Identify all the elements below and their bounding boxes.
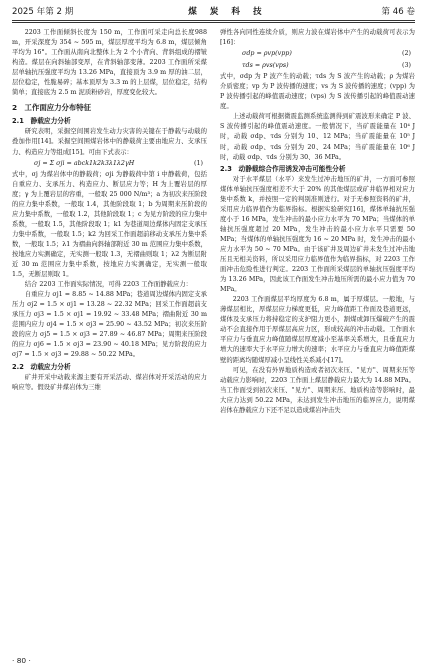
equation-text: σdp = ρvp(vpp) — [242, 50, 292, 58]
equation-3 — [220, 60, 415, 72]
equation-number: (2) — [402, 50, 411, 58]
equation-2 — [220, 48, 415, 60]
equation-number: (1) — [194, 159, 203, 167]
paragraph: 式中，σdp 为 P 波产生的动载；τds 为 S 波产生的动载；ρ 为煤岩介质密度；vp 为 P 波传播的速度；vs 为 S 波传播的速度；(vpp) 为 P 波传播引起的峰值震动速度；(vps) 为 S 波传播引起的峰值震动速度。 — [220, 73, 415, 111]
subsection-heading-dynamic-load: 2.2 动载应力分析 — [12, 362, 71, 371]
paragraph-intro: 2203 工作面倾斜长度为 150 m，工作面可采走向总长度988 m，开采深度为 354 ~ 595 m，煤层厚度平均为 6.8 m，煤层倾角平均为 16°。工作面从南向北整体上为 2 个小背向、背斜组成的褶皱构造。煤层在向斜轴部变厚，在背斜轴部变薄。2203 工作面所采煤层单轴抗压强度平均为 13.26 MPa，直接顶为 3.9 m 厚的油二层，层位稳定，性脆易碎；基本顶厚为 3.3 m 的上层煤，层位稳定，结构简单；直接底为 2.5 m 泥质粉砂岩，厚度变化较大。 — [12, 29, 207, 97]
equation-text: σj = Σ σji = abck1k2k3λ1λ2γH — [34, 159, 135, 167]
paragraph: 式中，σj 为煤岩体中的静载荷；σji 为静载荷中第 i 中静载荷，包括自重应力、支承压力、构造应力、断层应力等；H 为上覆岩层的厚度；γ 为上覆岩层的容重，一般取 25 000 N/m³；a 为初次来压阶段的应力集中系数，一般取 1.4，其他阶段取 1；b 为周期来压阶段的应力集中系数，一般取 1.2，其他阶段取 1；c 为见方阶段的应力集中系数，一般取 1.5，其他阶段取 1；k1 为巷道周边煤体内固定支承压力集中系数，一般取 1.5；k2 为回采工作面超前移动支承压力集中系数，一般取 1.5；λ1 为褶曲向斜轴部附近 30 m 范围应力集中系数，按地应力实测确定，无实测一般取 1.3，无褶曲则取 1；λ2 为断层附近 30 m 范围应力集中系数，按地应力实测确定，无实测一般取 1.5，无断层则取 1。 — [12, 170, 207, 279]
section-heading: 2 工作面应力分布特征 — [12, 103, 92, 113]
volume-label: 第 46 卷 — [381, 7, 415, 17]
paragraph: 研究表明，采掘空间围岩发生动力灾害的关键在于静载与动载的叠加作用[14]。采掘空间围煤岩体中的静载荷主要由地应力、支承压力、构造应力等组成[15]。可由下式表示： — [12, 128, 207, 156]
right-column — [220, 28, 415, 653]
page-number: · 80 · — [12, 656, 31, 665]
paragraph: 可见，在没有外界地质构造或者初次来压、"见方"、周期来压等动载应力影响时，2203 工作面上煤层静载应力最大为 14.88 MPa。当工作面受到初次来压、"见方"、周期来压、地质构造等影响时，最大应力达到 50.22 MPa，未达到发生冲击地压的临界应力，说明煤岩体在静载应力下还不足以造成煤岩冲击失 — [220, 366, 415, 414]
equation-number: (3) — [402, 62, 411, 70]
subsection-heading-combined-load: 2.3 动静载综合作用诱发冲击可能性分析 — [220, 164, 346, 173]
paragraph: 上述动载荷可根据微震监测系统监测得到矿震波形来确定 P 波、S 波传播引起的峰值震动速度。一般情况下，当矿震能量在 10⁴ J 时，动载 σdp、τds 分别为 10、12 MPa；当矿震能量在 10⁵ J 时，动载 σdp、τds 分别为 20、24 MPa；当矿震能量在 10⁶ J 时，动载 σdp、τds 分别为 30、36 MPa。 — [220, 113, 415, 161]
paragraph: 自重应力 σj1 = 8.85 ~ 14.88 MPa；巷道周边煤体内固定支承压力 σj2 = 1.5 × σj1 = 13.28 ~ 22.32 MPa；回采工作面超前支承压力 σj3 = 1.5 × σj1 = 19.92 ~ 33.48 MPa；褶曲附近 30 m 范围内应力 σj4 = 1.5 × σj3 = 25.90 ~ 43.52 MPa；初次来压阶段的应力 σj5 = 1.5 × σj3 = 27.89 ~ 46.87 MPa；周期来压阶段的应力 σj6 = 1.5 × σj3 = 23.90 ~ 40.18 MPa；见方阶段的应力 σj7 = 1.5 × σj3 = 29.88 ~ 50.22 MPa。 — [12, 291, 207, 359]
journal-title: 煤 炭 科 技 — [188, 7, 267, 17]
equation-1 — [12, 158, 207, 170]
subsection-heading-static-load: 2.1 静载应力分析 — [12, 117, 71, 126]
paragraph: 结合 2203 工作面实际情况，可得 2203 工作面静载应力： — [24, 281, 192, 289]
paragraph: 矿井开采中动载来源主要有开采活动、煤岩体对开采活动的应力响应等。假设矿井煤岩体为三维 — [12, 373, 207, 391]
left-column — [12, 28, 207, 653]
header-rule — [12, 20, 415, 21]
issue-label: 2025 年第 2 期 — [12, 7, 74, 17]
paragraph: 弹性各向同性连续介质，则应力波在煤岩体中产生的动载荷可表示为[16]： — [220, 29, 415, 47]
page-header — [12, 4, 415, 18]
equation-text: τds = ρvs(vps) — [242, 62, 289, 70]
paragraph: 对于水平煤层（水平）来发生过冲击地压的矿井，一方面可参照煤体单轴抗压强度相差不大于 20% 的其他煤层或矿井临界相对应力集中系数 k，并按照一定的判别准则进行。对于无参照资料的矿井，采用应力临界值作为临界指标。根据实验研究[16]，煤体单轴抗压强度小于 16 MPa，发生冲击的最小应力水平为 70 MPa；当煤体的单轴抗压强度超过 20 MPa，发生冲击的最小应力水平只需要 50 MPa；当煤体的单轴抗压强度为 16 ~ 20 MPa 时，发生冲击的最小应力水平为 50 ~ 70 MPa。由于该矿井及周边矿井未发生过冲击地压且无相关资料，所以采用应力临界值作为临界指标，对 2203 工作面冲击危险性进行判定。2203 工作面所采煤层的单轴抗压强度平均为 13.26 MPa，因此该工作面发生冲击地压所需的最小应力值为 70 MPa。 — [220, 175, 415, 294]
header-rule-thin — [12, 22, 415, 23]
paragraph: 2203 工作面煤层平均厚度为 6.8 m，属于厚煤层。一般地，与薄煤层相比，厚煤层应力梯度更低，应力峰值距工作面及巷道更远，煤体及支承压力将持稳定的支护阻力更小，割煤或卸压爆破产生的震动不会直接作用于厚煤层高应力区，形成较高的冲击动载。工作面水平应力与垂直应力峰值随煤层厚度减小至基率关系增大，且垂直应力增大的速率大于水平应力增大的速率；水平应力与垂直应力峰值距煤壁的距离均随煤厚减小呈线性关系减小[17]。 — [220, 296, 415, 364]
